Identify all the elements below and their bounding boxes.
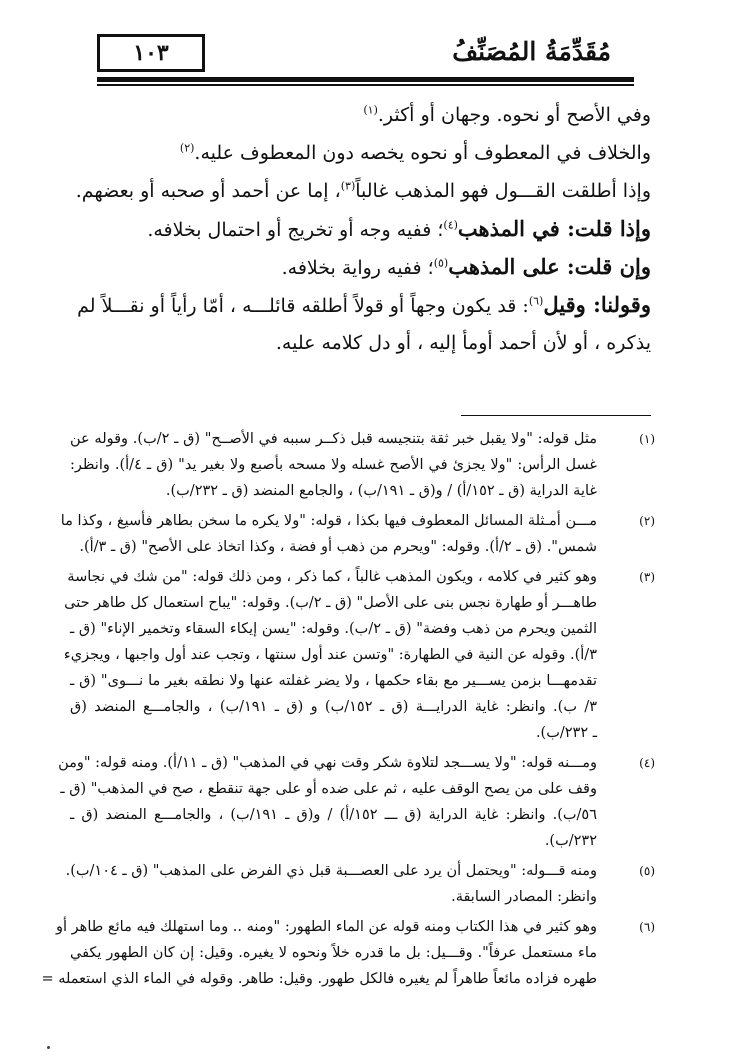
footnote-line: ومـــنه قوله: "ولا يســـجد لتلاوة شكر وقت نهي في المذهب" (ق ـ ١١/أ). ومنه قوله: "ومن <box>58 755 597 771</box>
footnote-line: شمس". (ق ـ ٢/أ). وقوله: "ويحرم من ذهب أو فضة ، وكذا اتخاذ على الأصح" (ق ـ ٣/أ). <box>79 539 597 555</box>
line-text-after: ؛ ففيه رواية بخلافه. <box>281 257 434 279</box>
footnote-line: ومنه قـــوله: "ويحتمل أن يرد على العصـــبة قبل ذي الفرض على المذهب" (ق ـ ١٠٤/ب). <box>65 863 597 879</box>
footnote-6 <box>41 914 655 992</box>
footnote-line: وقف على من يصح الوقف عليه ، ثم على ضده أو على جهة تنقطع ، صح في المذهب" (ق ـ <box>60 781 597 797</box>
footnote-line: وانظر: المصادر السابقة. <box>451 889 597 905</box>
body-line-5 <box>78 248 651 286</box>
footnote-line: ٣/أ). وقوله عن النية في الطهارة: "وتسن عند أول سنتها ، وتجب عند أول واجبها ، ويجزيء <box>63 647 597 663</box>
footnote-3 <box>63 564 655 746</box>
body-line-7 <box>78 324 651 362</box>
footnote-line: مثل قوله: "ولا يقبل خبر ثقة بتنجيسه قبل ذكــر سببه في الأصــح" (ق ـ ٢/ب). وقوله عن <box>70 431 597 447</box>
line-text: وفي الأصح أو نحوه. وجهان أو أكثر. <box>377 104 651 126</box>
footnote-line: وهو كثير في هذا الكتاب ومنه قوله عن الماء الطهور: "ومنه .. وما استهلك فيه مائع طاهر أو <box>56 919 597 935</box>
footnote-2 <box>60 508 655 560</box>
footnote-4 <box>58 750 655 854</box>
footnote-line: وهو كثير في كلامه ، ويكون المذهب غالباً ، كما ذكر ، ومن ذلك قوله: "من شك في نجاسة <box>67 569 597 585</box>
footnote-line: مـــن أمـثلة المسائل المعطوف فيها بكذا ، قوله: "ولا يكره ما سخن بطاهر فأسيغ ، وكذا ما <box>60 513 597 529</box>
main-text <box>75 96 651 362</box>
footnote-ref[interactable]: (٤) <box>443 218 458 232</box>
footnote-number: (٢) <box>639 514 655 528</box>
footnote-line: ـ ٢٣٢/ب). <box>535 725 597 741</box>
footnote-line: ٢٣٢/ب). <box>544 833 597 849</box>
page-number: ١٠٣ <box>97 34 205 72</box>
footnote-line: ٥٦/ب). وانظر: غاية الدراية (ق ـــ ١٥٢/أ) / و(ق ـ ١٩١/ب) ، والجامـــع المنضد (ق ـ <box>70 807 597 823</box>
line-text-after: ؛ ففيه وجه أو تخريج أو احتمال بخلافه. <box>147 219 444 241</box>
footnote-line: ماء مستعمل عرفاً". وقـــيل: بل ما قدره خلاً ونحوه لا يغيره. وقيل: إن كان الطهور يكفي <box>70 945 597 961</box>
header-rule <box>97 77 634 86</box>
footnote-5 <box>65 858 655 910</box>
footnote-number: (٣) <box>639 570 655 584</box>
bold-lead: وإن قلت: على المذهب <box>448 254 651 279</box>
footnotes <box>41 426 655 996</box>
scan-speck <box>47 1046 50 1049</box>
footnote-1 <box>70 426 655 504</box>
body-line-4 <box>78 210 651 248</box>
body-line-1 <box>78 96 651 134</box>
footnote-line: غاية الدراية (ق ـ ١٥٢/أ) / و(ق ـ ١٩١/ب) ، والجامع المنضد (ق ـ ٢٣٢/ب). <box>165 483 597 499</box>
body-line-3 <box>75 172 651 210</box>
footnote-line: تقدمهـــا بزمن يســـير مع بقاء حكمها ، ولا يضر غفلته عنها ولا نطقه بغير ما نـــوى" (ق ـ <box>70 673 597 689</box>
footnote-line: ٣/ ب). وانظر: غاية الدرايـــة (ق ـ ١٥٢/ب) و (ق ـ ١٩١/ب) ، والجامـــع المنضد (ق <box>70 699 597 715</box>
footnote-number: (٥) <box>639 864 655 878</box>
bold-lead: وقولنا: وقيل <box>543 292 651 317</box>
line-text-after: : قد يكون وجهاً أو قولاً أطلقه قائلـــه ، أمّا رأياً أو نقـــلاً لم <box>77 295 529 317</box>
footnote-line: غسل الرأس: "ولا يجزئ في الأصح غسله ولا مسحه بأصبع ولا بغير يد" (ق ـ ٤/أ). وانظر: <box>70 457 597 473</box>
footnote-ref[interactable]: (٣) <box>340 179 356 193</box>
footnote-ref[interactable]: (٦) <box>528 294 544 308</box>
line-text: والخلاف في المعطوف أو نحوه يخصه دون المعطوف عليه. <box>194 142 651 164</box>
footnote-number: (١) <box>639 432 655 446</box>
bold-lead: وإذا قلت: في المذهب <box>457 216 651 241</box>
running-title: مُقَدِّمَةُ المُصَنِّفُ <box>452 37 611 66</box>
footnote-line: طاهـــر أو طهارة نجس بنى على الأصل" (ق ـ ٢/ب). وقوله: "يباح استعمال كل طاهر حتى <box>64 595 597 611</box>
footnote-number: (٤) <box>639 756 655 770</box>
footnote-ref[interactable]: (٥) <box>433 256 449 270</box>
footnote-separator <box>461 415 651 416</box>
footnote-ref[interactable]: (١) <box>363 103 378 117</box>
footnote-line: الثمين ويحرم من ذهب وفضة" (ق ـ ٢/ب). وقوله: "يسن إيكاء السقاء وتخمير الإناء" (ق ـ <box>70 621 598 637</box>
line-text: يذكره ، أو لأن أحمد أومأ إليه ، أو دل كلامه عليه. <box>275 332 651 354</box>
line-text: وإذا أطلقت القـــول فهو المذهب غالباً <box>355 180 651 202</box>
line-text-after: ، إما عن أحمد أو صحبه أو بعضهم. <box>75 180 341 202</box>
footnote-number: (٦) <box>639 920 655 934</box>
body-line-6 <box>78 286 651 324</box>
footnote-line: طهره فزاده مائعاً طاهراً لم يغيره فالكل طهور. وقيل: طاهر. وقوله في الماء الذي استعمله = <box>41 971 597 987</box>
footnote-ref[interactable]: (٢) <box>179 141 195 155</box>
body-line-2 <box>78 134 651 172</box>
